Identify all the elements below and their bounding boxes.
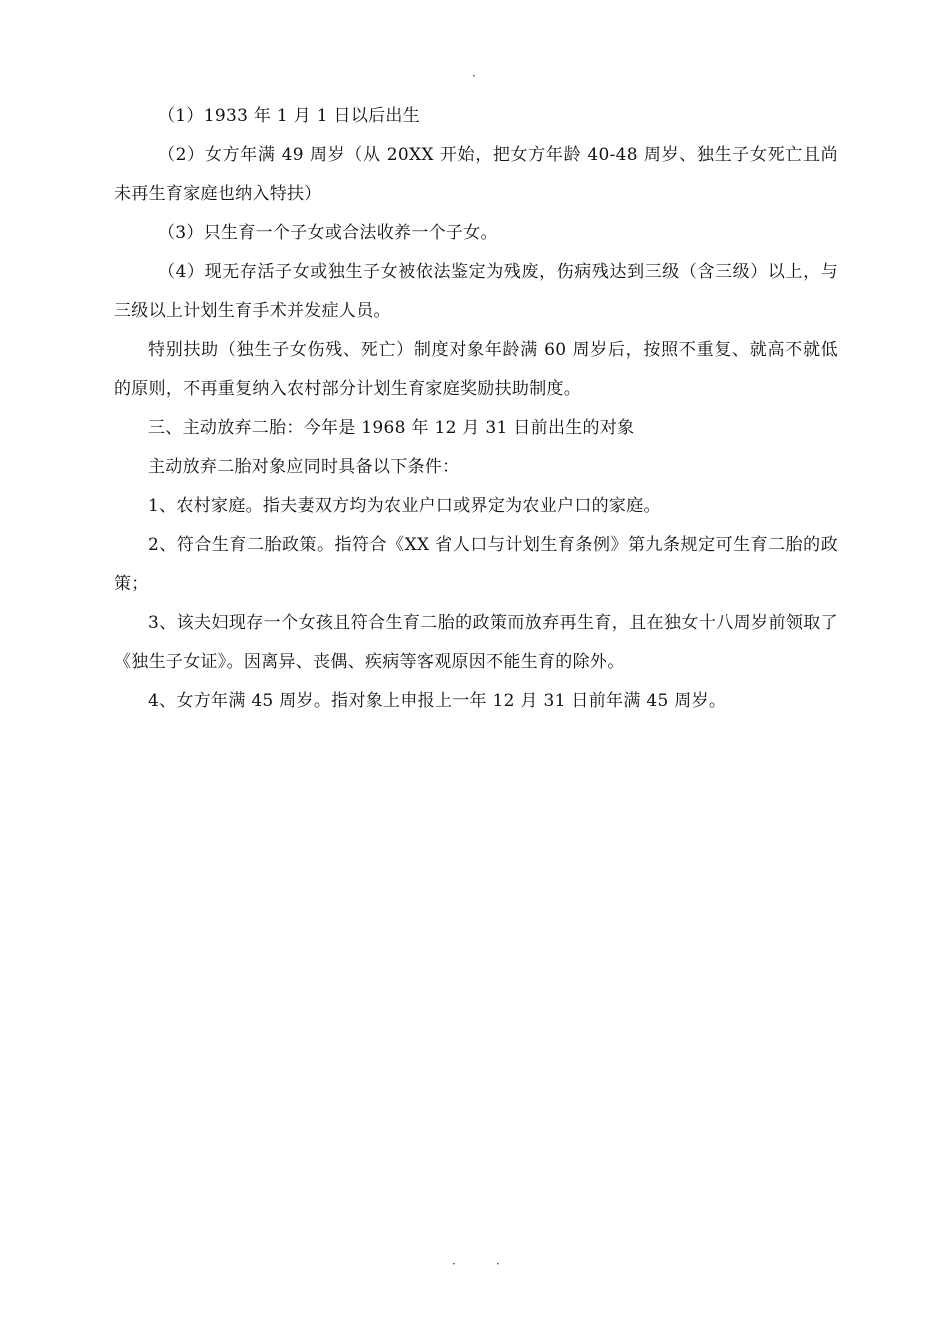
paragraph-conditions-intro: 主动放弃二胎对象应同时具备以下条件：	[148, 457, 460, 477]
condition-1: 1、农村家庭。指夫妻双方均为农业户口或界定为农业户口的家庭。	[148, 496, 661, 516]
paragraph-item-1: （1）1933 年 1 月 1 日以后出生	[158, 106, 421, 126]
footer-dot-right: ·	[496, 1257, 500, 1271]
condition-2: 2、符合生育二胎政策。指符合《XX 省人口与计划生育条例》第九条规定可生育二胎的政策；	[114, 535, 838, 594]
paragraph-item-2: （2）女方年满 49 周岁（从 20XX 开始，把女方年龄 40-48 周岁、独生子女死亡且尚未再生育家庭也纳入特扶）	[114, 145, 838, 204]
condition-4: 4、女方年满 45 周岁。指对象上申报上一年 12 月 31 日前年满 45 周岁。	[148, 691, 727, 711]
document-body	[114, 97, 838, 721]
header-dot-mark: ·	[472, 69, 476, 83]
footer-dot-left: ·	[452, 1257, 456, 1271]
paragraph-special-support: 特别扶助（独生子女伤残、死亡）制度对象年龄满 60 周岁后，按照不重复、就高不就低的原则，不再重复纳入农村部分计划生育家庭奖励扶助制度。	[114, 340, 838, 399]
section-heading-three: 三、主动放弃二胎：今年是 1968 年 12 月 31 日前出生的对象	[148, 418, 635, 438]
paragraph-item-4: （4）现无存活子女或独生子女被依法鉴定为残废，伤病残达到三级（含三级）以上，与三级以上计划生育手术并发症人员。	[114, 262, 838, 321]
paragraph-item-3: （3）只生育一个子女或合法收养一个子女。	[158, 223, 498, 243]
footer-dot-marks	[452, 1258, 540, 1270]
condition-3: 3、该夫妇现存一个女孩且符合生育二胎的政策而放弃再生育，且在独女十八周岁前领取了《独生子女证》。因离异、丧偶、疾病等客观原因不能生育的除外。	[114, 613, 838, 672]
